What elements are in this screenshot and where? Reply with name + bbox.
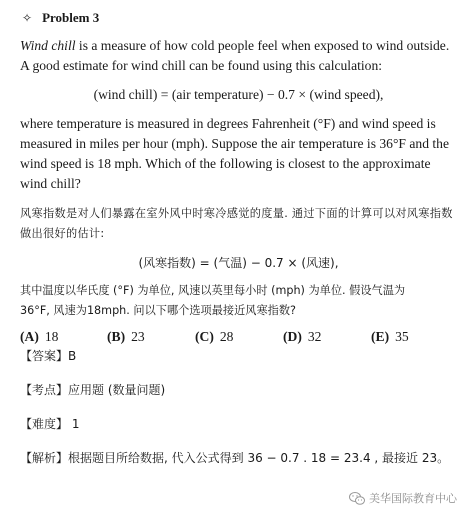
- answer-line: 【答案】B: [20, 349, 77, 363]
- difficulty-line: 【难度】 1: [20, 417, 80, 431]
- watermark-text: 美华国际教育中心: [369, 492, 457, 505]
- chinese-paragraph-2-line-1: 其中温度以华氏度 (°F) 为单位, 风速以英里每小时 (mph) 为单位. 假设气温为: [20, 284, 406, 297]
- english-formula: (wind chill) = (air temperature) − 0.7 × (wind speed),: [93, 87, 384, 102]
- answer-choices: [20, 329, 457, 345]
- choice-value: 23: [131, 329, 145, 344]
- wechat-icon: [349, 492, 365, 505]
- english-paragraph-1-text: is a measure of how cold people feel when exposed to wind outside. A good estimate for wind chill can be found using this calculation:: [20, 38, 450, 73]
- choice-e: [371, 329, 409, 345]
- choice-c: [195, 329, 283, 345]
- choice-label: (B): [107, 329, 126, 344]
- english-paragraph-1: [20, 36, 457, 76]
- topic-line: 【考点】应用题 (数量问题): [20, 383, 166, 397]
- chinese-formula: (风寒指数) = (气温) − 0.7 × (风速),: [138, 256, 339, 270]
- problem-header: [22, 10, 457, 26]
- choice-d: [283, 329, 371, 345]
- choice-b: [107, 329, 195, 345]
- bullet-icon: ✧: [22, 11, 33, 25]
- choice-a: [20, 329, 107, 345]
- choice-value: 28: [219, 329, 234, 344]
- wind-chill-term: Wind chill: [20, 38, 76, 53]
- analysis-line: 【解析】根据题目所给数据, 代入公式得到 36 − 0.7 . 18 = 23.4 , 最接近 23。: [20, 451, 450, 465]
- choice-value: 18: [44, 329, 59, 344]
- choice-label: (C): [195, 329, 214, 344]
- choice-label: (E): [371, 329, 390, 344]
- choice-value: 35: [395, 329, 409, 344]
- english-paragraph-2: where temperature is measured in degrees Fahrenheit (°F) and wind speed is measured in miles per hour (mph). Suppose the air temperature is 36°F and the wind speed is 18 mph. Which of the following is closest to the approximate wind chill?: [20, 116, 449, 191]
- watermark: [349, 490, 457, 506]
- problem-title: Problem 3: [42, 10, 100, 25]
- choice-label: (A): [20, 329, 39, 344]
- chinese-paragraph-1: 风寒指数是对人们暴露在室外风中时寒冷感觉的度量. 通过下面的计算可以对风寒指数做出很好的估计:: [20, 207, 453, 240]
- chinese-paragraph-2-line-2: 36°F, 风速为18mph. 问以下哪个选项最接近风寒指数?: [20, 304, 296, 317]
- choice-label: (D): [283, 329, 302, 344]
- choice-value: 32: [307, 329, 322, 344]
